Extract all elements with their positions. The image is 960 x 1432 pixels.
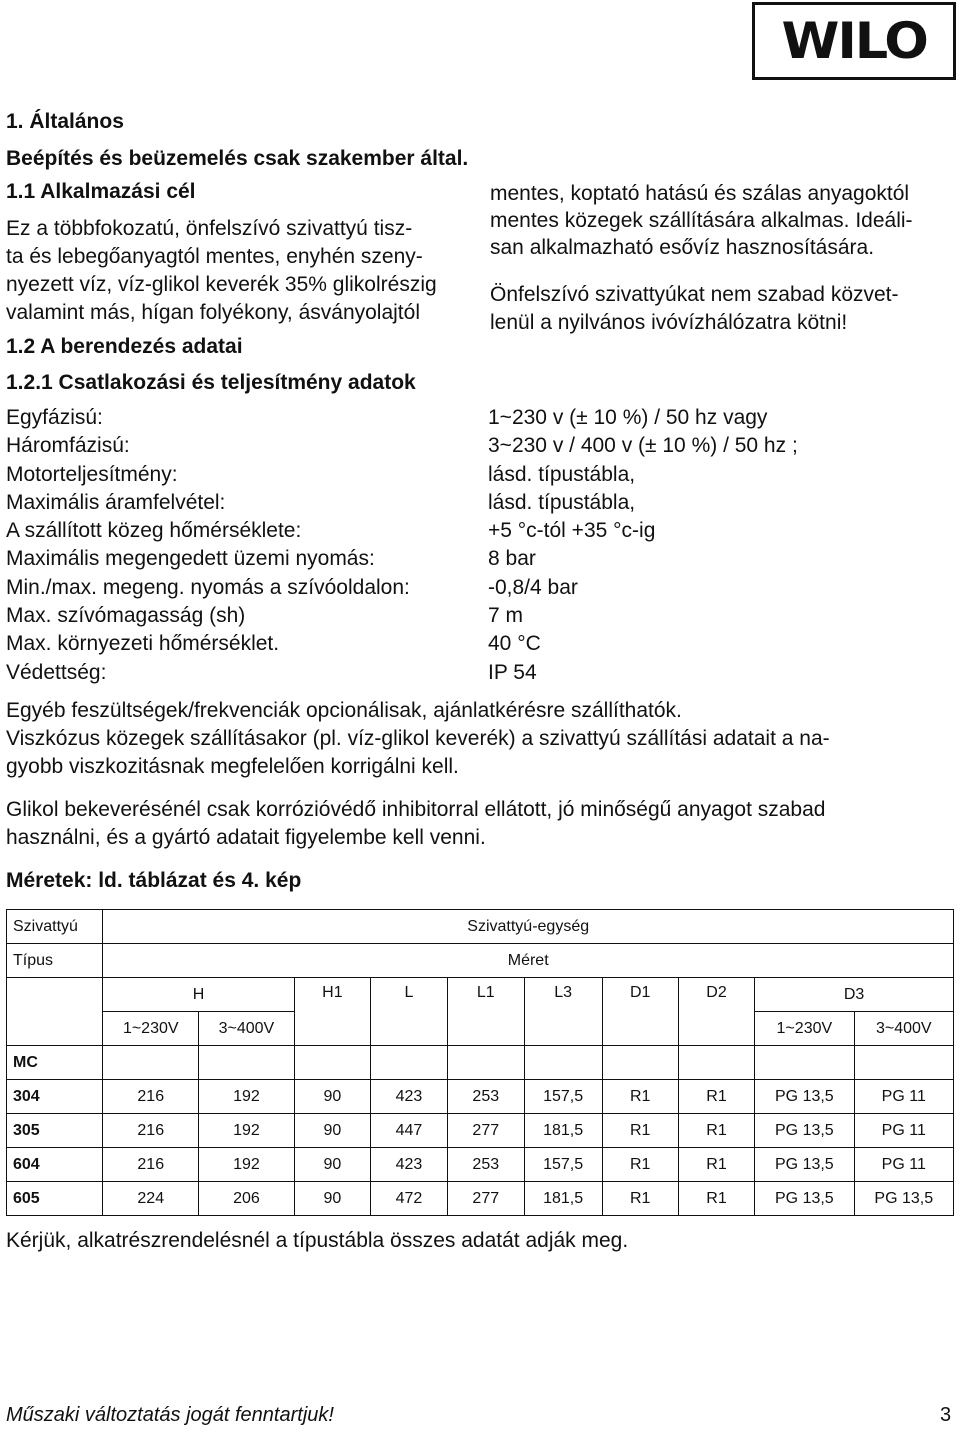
cell-type: 305	[7, 1114, 103, 1148]
purpose-line: nyezett víz, víz-glikol keverék 35% glikolrészig	[6, 273, 437, 296]
cell: 90	[294, 1114, 370, 1148]
spec-value: 8 bar	[488, 547, 536, 570]
cell: 277	[447, 1182, 524, 1216]
spec-label: A szállított közeg hőmérséklete:	[6, 519, 302, 542]
spec-value: +5 °c-tól +35 °c-ig	[488, 519, 656, 542]
cell-type: 605	[7, 1182, 103, 1216]
spec-label: Max. szívómagasság (sh)	[6, 604, 246, 627]
parts-order-note: Kérjük, alkatrészrendelésnél a típustábla összes adatát adják meg.	[6, 1229, 629, 1252]
spec-label: Védettség:	[6, 661, 107, 684]
cell: 181,5	[524, 1182, 602, 1216]
table-row	[7, 1114, 954, 1148]
dimensions-table	[6, 909, 954, 1216]
cell: R1	[602, 1148, 678, 1182]
subheader-3x400v: 3~400V	[854, 1012, 953, 1046]
table-body	[7, 1080, 954, 1216]
cell-type: 604	[7, 1148, 103, 1182]
spec-value: IP 54	[488, 661, 537, 684]
purpose-continued-line: mentes, koptató hatású és szálas anyagoktól	[490, 182, 910, 205]
cell: R1	[678, 1114, 754, 1148]
spec-value: 7 m	[488, 604, 524, 627]
cell: 277	[447, 1114, 524, 1148]
cell: PG 13,5	[854, 1182, 953, 1216]
cell: 253	[447, 1148, 524, 1182]
purpose-continued-line: san alkalmazható esővíz hasznosítására.	[490, 236, 875, 259]
section-heading-device-data: 1.2 A berendezés adatai	[6, 335, 243, 358]
header-l: L	[371, 978, 448, 1046]
header-l1: L1	[447, 978, 524, 1046]
dimensions-title: Méretek: ld. táblázat és 4. kép	[6, 869, 302, 892]
cell: PG 11	[854, 1148, 953, 1182]
footer-disclaimer: Műszaki változtatás jogát fenntartjuk!	[6, 1404, 334, 1426]
viscous-media-line: Viszkózus közegek szállításakor (pl. víz-glikol keverék) a szivattyú szállítási adatait a na-	[6, 727, 830, 750]
cell: PG 13,5	[755, 1114, 854, 1148]
cell: 253	[447, 1080, 524, 1114]
header-size: Méret	[103, 944, 954, 978]
table-row	[7, 1080, 954, 1114]
purpose-continued-line: mentes közegek szállítására alkalmas. Ideáli-	[490, 209, 913, 232]
cell: 192	[199, 1114, 295, 1148]
cell: R1	[678, 1182, 754, 1216]
cell: R1	[602, 1182, 678, 1216]
table-row	[7, 1148, 954, 1182]
drinking-water-warning-line: lenül a nyilvános ivóvízhálózatra kötni!	[490, 311, 848, 334]
header-type: Típus	[7, 944, 103, 978]
header-h: H	[103, 978, 294, 1012]
cell: PG 11	[854, 1114, 953, 1148]
header-l3: L3	[524, 978, 602, 1046]
cell: 423	[371, 1080, 448, 1114]
cell: 216	[103, 1148, 199, 1182]
cell: 447	[371, 1114, 448, 1148]
header-pump: Szivattyú	[7, 910, 103, 944]
table-header-row	[7, 944, 954, 978]
header-d3: D3	[755, 978, 954, 1012]
section-heading-purpose: 1.1 Alkalmazási cél	[6, 180, 196, 203]
installation-warning: Beépítés és beüzemelés csak szakember által.	[6, 147, 469, 170]
header-d2: D2	[678, 978, 754, 1046]
cell: R1	[602, 1114, 678, 1148]
cell: 423	[371, 1148, 448, 1182]
cell: 472	[371, 1182, 448, 1216]
logo-text: WILO	[781, 12, 927, 70]
spec-label: Max. környezeti hőmérséklet.	[6, 632, 280, 655]
spec-label: Min./max. megeng. nyomás a szívóoldalon:	[6, 576, 410, 599]
cell: 206	[199, 1182, 295, 1216]
table-header-row	[7, 978, 954, 1012]
cell: 216	[103, 1080, 199, 1114]
table-header-row	[7, 910, 954, 944]
spec-value: 40 °C	[488, 632, 541, 655]
cell: 181,5	[524, 1114, 602, 1148]
spec-label: Háromfázisú:	[6, 434, 130, 457]
page-number: 3	[940, 1404, 952, 1426]
subheader-1x230v: 1~230V	[755, 1012, 854, 1046]
cell: R1	[678, 1148, 754, 1182]
cell: PG 13,5	[755, 1182, 854, 1216]
voltage-options-paragraph: Egyéb feszültségek/frekvenciák opcionálisak, ajánlatkérésre szállíthatók.	[6, 699, 682, 722]
header-pump-unit: Szivattyú-egység	[103, 910, 954, 944]
cell: 224	[103, 1182, 199, 1216]
spec-value: -0,8/4 bar	[488, 576, 578, 599]
cell: PG 13,5	[755, 1148, 854, 1182]
spec-label: Maximális megengedett üzemi nyomás:	[6, 547, 375, 570]
table-row	[7, 1182, 954, 1216]
cell: R1	[678, 1080, 754, 1114]
glycol-line: Glikol bekeverésénél csak korrózióvédő inhibitorral ellátott, jó minőségű anyagot szabad	[6, 798, 826, 821]
cell: PG 11	[854, 1080, 953, 1114]
cell-type: 304	[7, 1080, 103, 1114]
cell: 90	[294, 1182, 370, 1216]
wilo-logo	[752, 2, 956, 80]
cell: 90	[294, 1148, 370, 1182]
spec-value: lásd. típustábla,	[488, 491, 636, 514]
spec-label: Maximális áramfelvétel:	[6, 491, 226, 514]
section-heading-general: 1. Általános	[6, 110, 124, 133]
spec-value: 1~230 v (± 10 %) / 50 hz vagy	[488, 406, 768, 429]
cell: 192	[199, 1148, 295, 1182]
spec-label: Egyfázisú:	[6, 406, 103, 429]
header-d1: D1	[602, 978, 678, 1046]
cell: 216	[103, 1114, 199, 1148]
cell: PG 13,5	[755, 1080, 854, 1114]
subheader-1x230v: 1~230V	[103, 1012, 199, 1046]
spec-label: Motorteljesítmény:	[6, 463, 178, 486]
purpose-line: Ez a többfokozatú, önfelszívó szivattyú tisz-	[6, 217, 413, 240]
cell: 157,5	[524, 1080, 602, 1114]
glycol-line: használni, és a gyártó adatait figyelembe kell venni.	[6, 826, 486, 849]
cell: R1	[602, 1080, 678, 1114]
purpose-line: valamint más, hígan folyékony, ásványolajtól	[6, 301, 420, 324]
subheader-3x400v: 3~400V	[199, 1012, 295, 1046]
series-mc: MC	[7, 1046, 103, 1080]
cell: 90	[294, 1080, 370, 1114]
drinking-water-warning-line: Önfelszívó szivattyúkat nem szabad közvet-	[490, 283, 899, 306]
spec-value: lásd. típustábla,	[488, 463, 636, 486]
cell: 192	[199, 1080, 295, 1114]
header-h1: H1	[294, 978, 370, 1046]
viscous-media-line: gyobb viszkozitásnak megfelelően korrigálni kell.	[6, 755, 459, 778]
purpose-line: ta és lebegőanyagtól mentes, enyhén szeny-	[6, 245, 423, 268]
table-series-row	[7, 1046, 954, 1080]
section-heading-connection-data: 1.2.1 Csatlakozási és teljesítmény adatok	[6, 371, 416, 394]
spec-value: 3~230 v / 400 v (± 10 %) / 50 hz ;	[488, 434, 798, 457]
cell: 157,5	[524, 1148, 602, 1182]
